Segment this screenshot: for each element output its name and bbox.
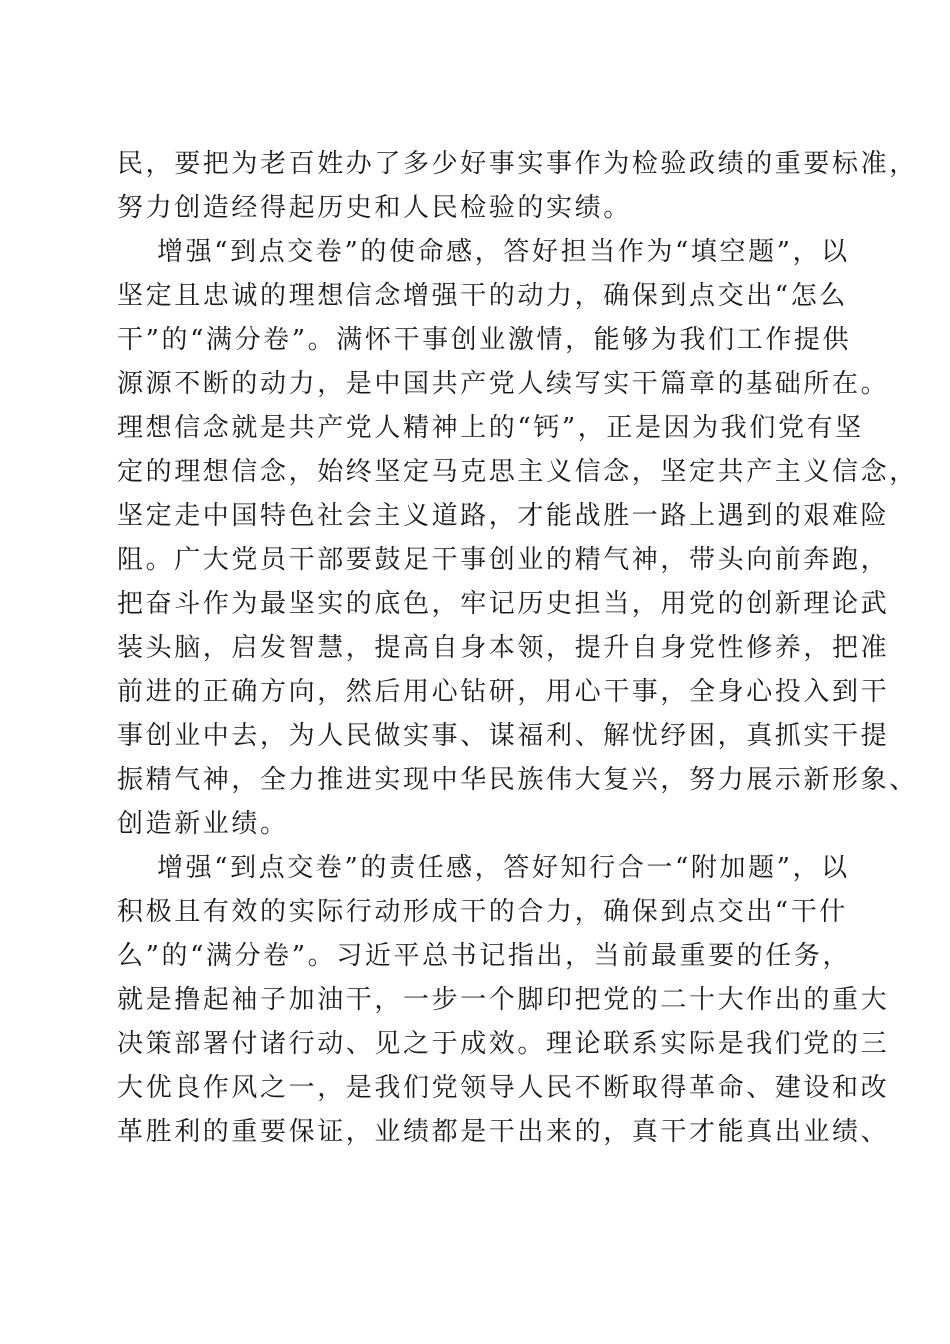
paragraph-start-line: 增强“到点交卷”的使命感，答好担当作为“填空题”，以 bbox=[157, 237, 850, 267]
text-line: 装头脑，启发智慧，提高自身本领，提升自身党性修养，把准 bbox=[117, 633, 890, 663]
text-line: 就是撸起袖子加油干，一步一个脚印把党的二十大作出的重大 bbox=[117, 985, 890, 1015]
paragraph-start-line: 增强“到点交卷”的责任感，答好知行合一“附加题”，以 bbox=[157, 853, 850, 883]
text-line: 定的理想信念，始终坚定马克思主义信念，坚定共产主义信念， bbox=[117, 457, 918, 487]
text-line: 前进的正确方向，然后用心钻研，用心干事，全身心投入到干 bbox=[117, 677, 890, 707]
text-line: 源源不断的动力，是中国共产党人续写实干篇章的基础所在。 bbox=[117, 369, 890, 399]
text-line: 把奋斗作为最坚实的底色，牢记历史担当，用党的创新理论武 bbox=[117, 589, 890, 619]
text-line: 大优良作风之一，是我们党领导人民不断取得革命、建设和改 bbox=[117, 1073, 890, 1103]
text-line: 振精气神，全力推进实现中华民族伟大复兴，努力展示新形象、 bbox=[117, 765, 918, 795]
body-text bbox=[117, 142, 918, 1154]
text-line: 创造新业绩。 bbox=[117, 809, 289, 839]
text-line: 民，要把为老百姓办了多少好事实事作为检验政绩的重要标准， bbox=[117, 149, 918, 179]
text-line: 事创业中去，为人民做实事、谋福利、解忧纾困，真抓实干提 bbox=[117, 721, 890, 751]
text-line: 理想信念就是共产党人精神上的“钙”，正是因为我们党有坚 bbox=[117, 413, 864, 443]
text-line: 革胜利的重要保证，业绩都是干出来的，真干才能真出业绩、 bbox=[117, 1117, 890, 1147]
text-line: 坚定走中国特色社会主义道路，才能战胜一路上遇到的艰难险 bbox=[117, 501, 890, 531]
text-line: 决策部署付诸行动、见之于成效。理论联系实际是我们党的三 bbox=[117, 1029, 890, 1059]
text-line: 阻。广大党员干部要鼓足干事创业的精气神，带头向前奔跑， bbox=[117, 545, 890, 575]
text-line: 努力创造经得起历史和人民检验的实绩。 bbox=[117, 193, 632, 223]
text-line: 积极且有效的实际行动形成干的合力，确保到点交出“干什 bbox=[117, 897, 848, 927]
text-line: 么”的“满分卷”。习近平总书记指出，当前最重要的任务， bbox=[117, 941, 852, 971]
text-line: 坚定且忠诚的理想信念增强干的动力，确保到点交出“怎么 bbox=[117, 281, 848, 311]
text-line: 干”的“满分卷”。满怀干事创业激情，能够为我们工作提供 bbox=[117, 325, 852, 355]
